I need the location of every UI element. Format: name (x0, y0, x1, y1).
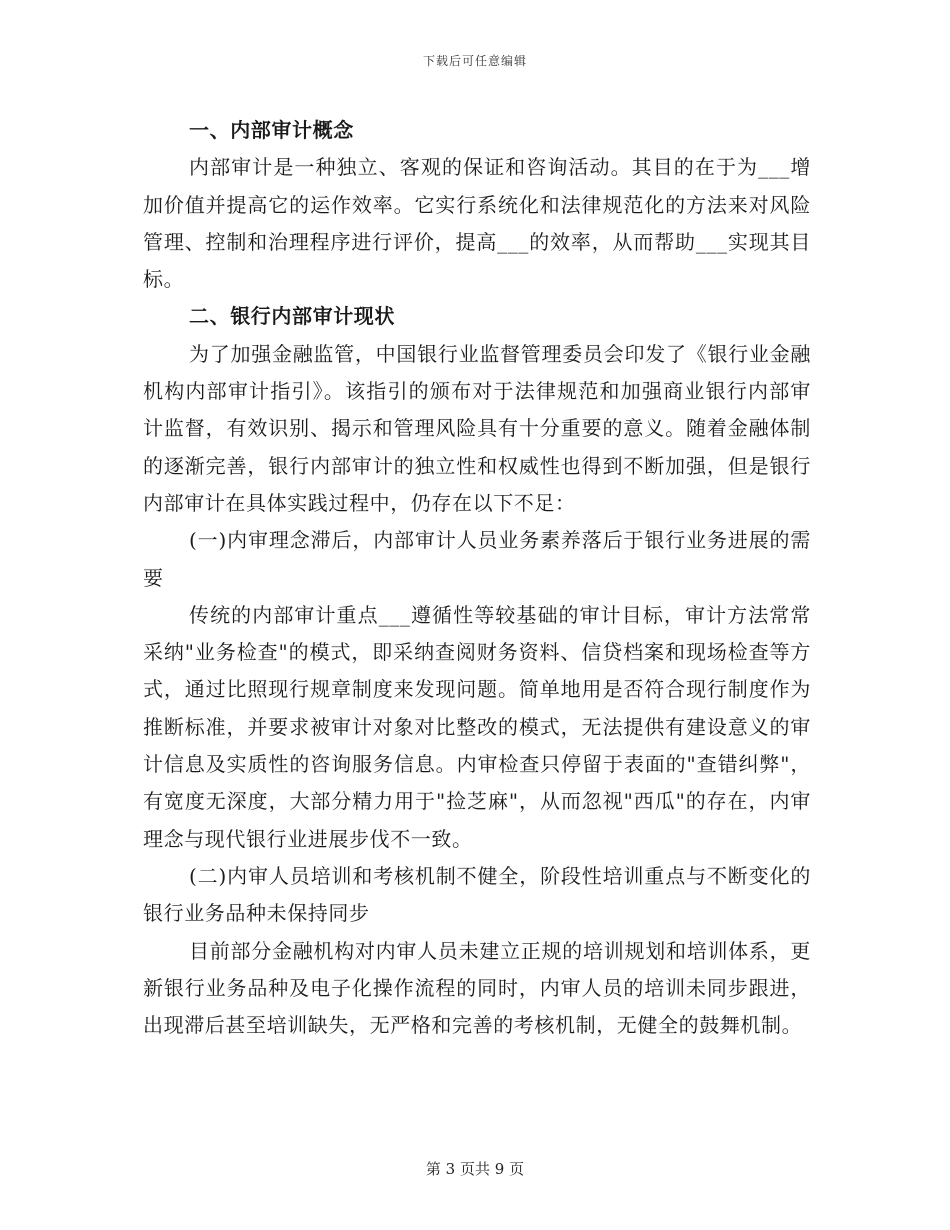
header-note: 下载后可任意编辑 (422, 54, 527, 68)
section-heading-status: 二、银行内部审计现状 (189, 304, 395, 329)
paragraph-concept: 内部审计是一种独立、客观的保证和咨询活动。其目的在于为___增加价值并提高它的运作效率。它实行系统化和法律规范化的方法来对风险管理、控制和治理程序进行评价，提高___的效率，从而帮助___实现其目标。 (143, 155, 811, 292)
paragraph-status: 为了加强金融监管，中国银行业监督管理委员会印发了《银行业金融机构内部审计指引》。该指引的颁布对于法律规范和加强商业银行内部审计监督，有效识别、揭示和管理风险具有十分重要的意义。随着金融体制的逐渐完善，银行内部审计的独立性和权威性也得到不断加强，但是银行内部审计在具体实践过程中，仍存在以下不足： (143, 341, 811, 515)
paragraph-training: 目前部分金融机构对内审人员未建立正规的培训规划和培训体系，更新银行业务品种及电子化操作流程的同时，内审人员的培训未同步跟进，出现滞后甚至培训缺失，无严格和完善的考核机制，无健全的鼓舞机制。 (143, 938, 811, 1038)
section-heading-concept: 一、内部审计概念 (189, 118, 354, 142)
subheading-training: (二)内审人员培训和考核机制不健全，阶段性培训重点与不断变化的银行业务品种未保持同步 (143, 863, 811, 926)
document-body (143, 112, 811, 1044)
paragraph-concept-lag: 传统的内部审计重点___遵循性等较基础的审计目标，审计方法常常采纳"业务检查"的模式，即采纳查阅财务资料、信贷档案和现场检查等方式，通过比照现行规章制度来发现问题。简单地用是否符合现行制度作为推断标准，并要求被审计对象对比整改的模式，无法提供有建设意义的审计信息及实质性的咨询服务信息。内审检查只停留于表面的"查错纠弊"，有宽度无深度，大部分精力用于"捡芝麻"，从而忽视"西瓜"的存在，内审理念与现代银行业进展步伐不一致。 (143, 602, 811, 851)
page-number: 第 3 页共 9 页 (425, 1160, 525, 1178)
subheading-concept-lag: (一)内审理念滞后，内部审计人员业务素养落后于银行业务进展的需要 (143, 528, 811, 590)
